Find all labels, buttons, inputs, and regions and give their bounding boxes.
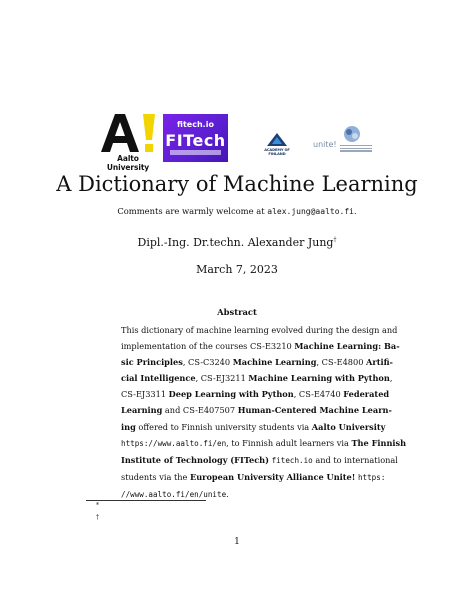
abstract-line	[121, 419, 386, 435]
footnote-mark-2: †	[96, 514, 99, 521]
fitech-logo	[163, 114, 228, 162]
paper-title: A Dictionary of Machine Learning	[56, 172, 418, 196]
abstract-bold-text: Institute of Technology (FITech)	[121, 454, 269, 465]
abstract-line	[121, 402, 392, 418]
academy-of-finland-logo	[258, 133, 296, 155]
abstract-link[interactable]: fitech.io	[271, 455, 313, 465]
abstract-text: , to Finnish adult learners via	[226, 437, 352, 448]
abstract-text: , CS-E4740	[293, 389, 344, 400]
abstract-line	[121, 452, 398, 469]
abstract-bold-text: European University Alliance Unite!	[189, 471, 356, 482]
unite-globe-icon	[343, 125, 361, 143]
aalto-university-name: Aalto University	[106, 154, 150, 172]
abstract-text: This dictionary of machine learning evolved during the design and	[121, 325, 398, 335]
abstract-text: .	[226, 488, 229, 499]
academy-name: ACADEMY OF FINLAND	[264, 148, 290, 156]
abstract-text: ,	[389, 373, 393, 384]
abstract-text: , CS-E4800	[316, 357, 367, 368]
abstract-text: and to international	[312, 454, 398, 465]
author-footnote-mark: †	[333, 236, 337, 244]
abstract-bold-text: Learning	[121, 405, 163, 416]
abstract-bold-text: Human-Centered Machine Learn-	[237, 405, 392, 416]
abstract-bold-text: The Finnish	[351, 437, 407, 448]
unite-wordmark: unite!	[313, 140, 337, 149]
abstract-text: , CS-C3240	[182, 357, 233, 368]
abstract-bold-text: sic Principles	[121, 357, 183, 368]
aalto-mark-icon	[99, 113, 157, 153]
abstract-bold-text: Aalto University	[311, 421, 386, 432]
fitech-url-text: fitech.io	[177, 120, 214, 129]
abstract-text: , CS-EJ3211	[195, 373, 249, 384]
abstract-line	[121, 354, 393, 370]
abstract-text: and CS-E407507	[162, 405, 238, 416]
abstract-text: implementation of the courses CS-E3210	[121, 341, 295, 352]
author-line	[0, 236, 474, 249]
abstract-bold-text: Artifi-	[366, 357, 393, 368]
aalto-university-logo	[95, 113, 161, 172]
footnote-mark-1: *	[96, 502, 99, 509]
unite-logo	[313, 125, 375, 157]
paper-date: March 7, 2023	[196, 263, 278, 276]
abstract-line	[121, 386, 390, 402]
contact-email[interactable]: alex.jung@aalto.fi	[267, 207, 354, 216]
comments-prefix: Comments are warmly welcome at	[117, 206, 268, 216]
abstract-bold-text: Machine Learning: Ba-	[294, 341, 400, 352]
abstract-heading: Abstract	[217, 307, 257, 317]
abstract-line	[121, 435, 407, 452]
abstract-line	[121, 370, 393, 386]
author-name: Dipl.-Ing. Dr.techn. Alexander Jung	[137, 236, 334, 249]
abstract-text: offered to Finnish university students via	[135, 421, 312, 432]
abstract-link[interactable]: https://www.aalto.fi/en	[121, 438, 227, 448]
academy-triangle-icon	[267, 133, 287, 146]
abstract-line	[121, 469, 386, 486]
abstract-text: students via the	[121, 471, 190, 482]
abstract-bold-text: Machine Learning with Python	[248, 373, 390, 384]
abstract-bold-text: Deep Learning with Python	[168, 389, 294, 400]
abstract-body	[121, 322, 407, 503]
comments-line	[0, 206, 474, 216]
abstract-line	[121, 322, 398, 338]
page-number: 1	[234, 537, 240, 547]
footnote-rule	[86, 500, 206, 501]
abstract-bold-text: Machine Learning	[232, 357, 317, 368]
abstract-bold-text: Federated	[343, 389, 390, 400]
abstract-bold-text: ing	[121, 421, 136, 432]
fitech-wordmark: FITech	[165, 131, 226, 150]
fitech-subtitle-bar	[170, 150, 221, 155]
abstract-link[interactable]: //www.aalto.fi/en/unite	[121, 489, 227, 499]
abstract-line	[121, 338, 400, 354]
abstract-text: CS-EJ3311	[121, 389, 169, 400]
comments-suffix: .	[353, 206, 357, 216]
abstract-link[interactable]: https:	[357, 472, 386, 482]
unite-tagline	[340, 145, 372, 153]
logo-bar	[95, 113, 375, 172]
abstract-bold-text: cial Intelligence	[121, 373, 196, 384]
